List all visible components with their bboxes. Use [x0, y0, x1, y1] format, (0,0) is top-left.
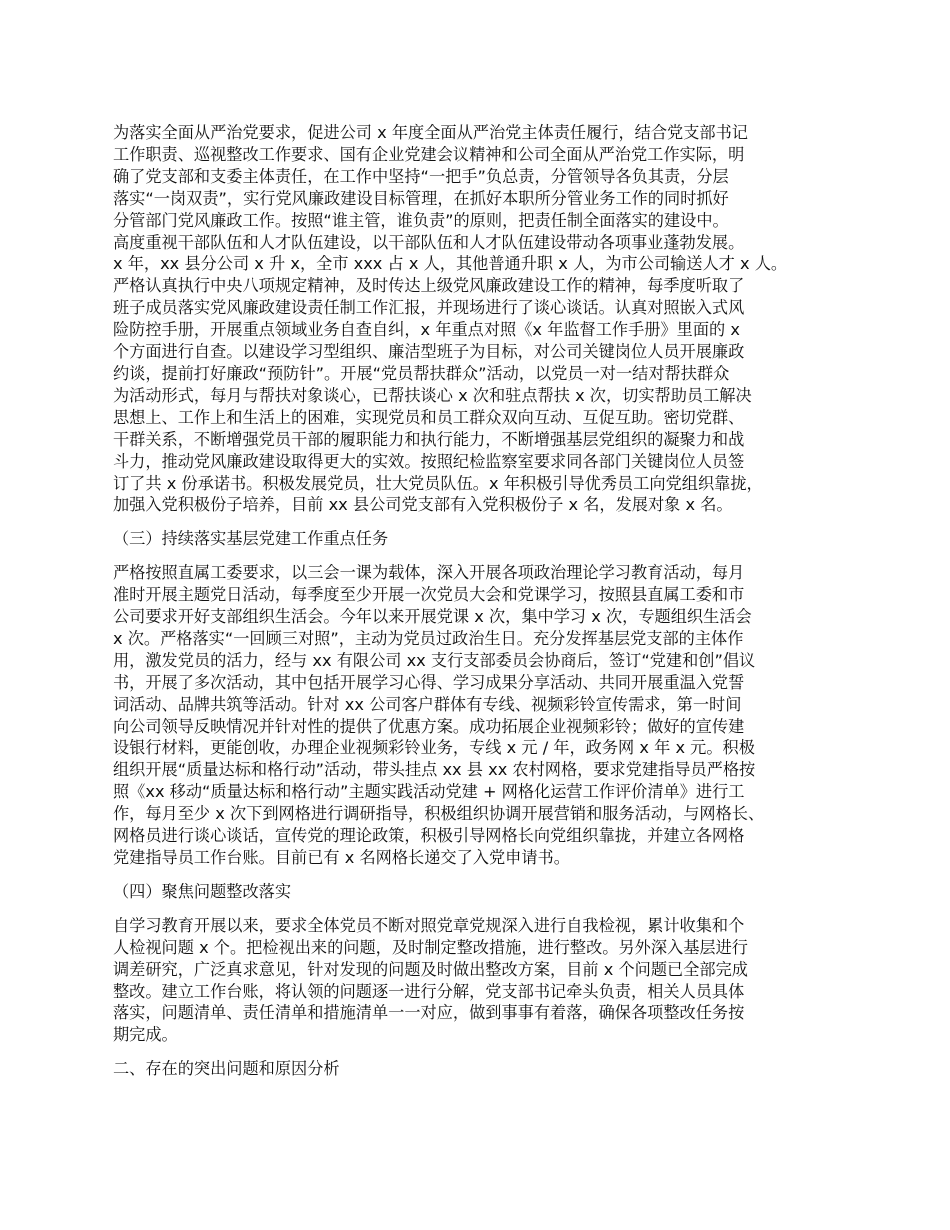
paragraph-rectification: 自学习教育开展以来，要求全体党员不断对照党章党规深入进行自我检视，累计收集和个 人检视问题 x 个。把检视出来的问题，及时制定整改措施，进行整改。另外深入基层进行 调差研究，广泛真求意见，针对发现的问题及时做出整改方案，目前 x 个问题已全部完成 整改。建立工作台账，将认领的问题逐一进行分解，党支部书记牵头负责，相关人员具体 落实，问题清单、责任清单和措施清单一一对应，做到事事有着落，确保各项整改任务按 期完成。: [113, 915, 748, 1045]
spacer: [113, 550, 850, 562]
heading-section-3: （三）持续落实基层党建工作重点任务: [113, 529, 389, 549]
spacer: [113, 1046, 850, 1058]
paragraph-party-responsibility: 为落实全面从严治党要求，促进公司 x 年度全面从严治党主体责任履行，结合党支部书记 工作职责、巡视整改工作要求、国有企业党建会议精神和公司全面从严治党工作实际，明 确了党支部和支委主体责任，在工作中坚持“一把手”负总责，分管领导各负其责，分层 落实“一岗双责”，实行党风廉政建设目标管理，在抓好本职所分管业务工作的同时抓好 分管部门党风廉政工作。按照“谁主管，谁负责”的原则，把责任制全面落实的建设中。 高度重视干部队伍和人才队伍建设，以干部队伍和人才队伍建设带动各项事业蓬勃发展。 x 年，xx 县分公司 x 升 x，全市 xxx 占 x 人，其他普通升职 x 人，为市公司输送人才 x 人。 严格认真执行中央八项规定精神，及时传达上级党风廉政建设工作的精神，每季度听取了 班子成员落实党风廉政建设责任制工作汇报，并现场进行了谈心谈话。认真对照嵌入式风 险防控手册，开展重点领域业务自查自纠，x 年重点对照《x 年监督工作手册》里面的 x 个方面进行自查。以建设学习型组织、廉洁型班子为目标，对公司关键岗位人员开展廉政 约谈，提前打好廉政“预防针”。开展“党员帮扶群众”活动，以党员一对一结对帮扶群众 为活动形式，每月与帮扶对象谈心，已帮扶谈心 x 次和驻点帮扶 x 次，切实帮助员工解决 思想上、工作上和生活上的困难，实现党员和员工群众双向互动、互促互助。密切党群、 干群关系，不断增强党员干部的履职能力和执行能力，不断增强基层党组织的凝聚力和战 斗力，推动党风廉政建设取得更大的实效。按照纪检监察室要求同各部门关键岗位人员签 订了共 x 份承诺书。积极发展党员，壮大党员队伍。x 年积极引导优秀员工向党组织靠拢， 加强入党积极份子培养，目前 xx 县公司党支部有入党积极份子 x 名，发展对象 x 名。: [113, 123, 788, 515]
paragraph-grassroots-tasks: 严格按照直属工委要求，以三会一课为载体，深入开展各项政治理论学习教育活动，每月 准时开展主题党日活动，每季度至少开展一次党员大会和党课学习，按照县直属工委和市 公司要求开好支部组织生活会。今年以来开展党课 x 次，集中学习 x 次，专题组织生活会 x 次。严格落实“一回顾三对照”，主动为党员过政治生日。充分发挥基层党支部的主体作 用，激发党员的活力，经与 xx 有限公司 xx 支行支部委员会协商后，签订“党建和创”倡议 书，开展了多次活动，其中包括开展学习心得、学习成果分享活动、共同开展重温入党誓 词活动、品牌共筑等活动。针对 xx 公司客户群体有专线、视频彩铃宣传需求，第一时间 向公司领导反映情况并针对性的提供了优惠方案。成功拓展企业视频彩铃；做好的宣传建 设银行材料，更能创收，办理企业视频彩铃业务，专线 x 元 / 年，政务网 x 年 x 元。积极 组织开展“质量达标和格行动”活动，带头挂点 xx 县 xx 农村网格，要求党建指导员严格按 照《xx 移动“质量达标和格行动”主题实践活动党建 + 网格化运营工作评价清单》进行工 作，每月至少 x 次下到网格进行调研指导，积极组织协调开展营销和服务活动，与网格长、 网格员进行谈心谈话，宣传党的理论政策，积极引导网格长向党组织靠拢，并建立各网格 党建指导员工作台账。目前已有 x 名网格长递交了入党申请书。: [113, 563, 765, 867]
spacer: [113, 869, 850, 881]
spacer: [113, 516, 850, 528]
heading-part-2: 二、存在的突出问题和原因分析: [113, 1059, 340, 1079]
document-page: [113, 122, 850, 1080]
heading-section-4: （四）聚焦问题整改落实: [113, 881, 292, 901]
spacer: [113, 903, 850, 915]
